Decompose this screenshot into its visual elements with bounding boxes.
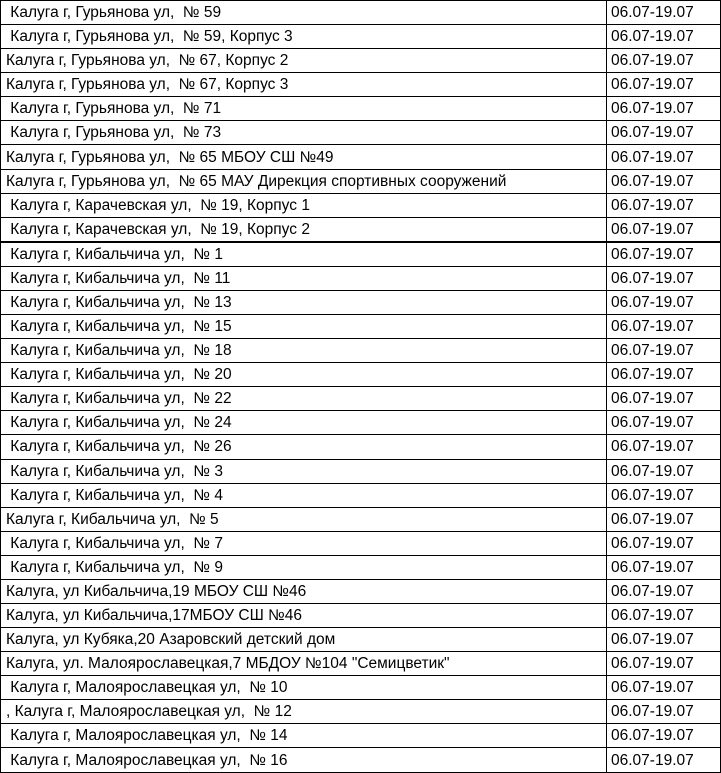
table-row <box>1 339 721 363</box>
table-row <box>1 290 721 314</box>
table-row <box>1 531 721 555</box>
table-row <box>1 555 721 579</box>
address-cell[interactable]: Калуга г, Кибальчича ул, № 18 <box>1 339 607 363</box>
table-row <box>1 579 721 603</box>
address-cell[interactable]: Калуга, ул. Малоярославецкая,7 МБДОУ №104 "Семицветик" <box>1 652 607 676</box>
period-cell[interactable]: 06.07-19.07 <box>607 363 721 387</box>
table-row <box>1 507 721 531</box>
address-cell[interactable]: Калуга г, Гурьянова ул, № 65 МАУ Дирекция спортивных сооружений <box>1 169 607 193</box>
table-row <box>1 483 721 507</box>
table-row <box>1 242 721 267</box>
period-cell[interactable]: 06.07-19.07 <box>607 700 721 724</box>
table-body <box>1 1 721 773</box>
period-cell[interactable]: 06.07-19.07 <box>607 169 721 193</box>
address-cell[interactable]: Калуга г, Гурьянова ул, № 71 <box>1 97 607 121</box>
address-cell[interactable]: Калуга г, Кибальчича ул, № 24 <box>1 411 607 435</box>
address-cell[interactable]: Калуга г, Малоярославецкая ул, № 16 <box>1 748 607 773</box>
period-cell[interactable]: 06.07-19.07 <box>607 459 721 483</box>
address-cell[interactable]: Калуга г, Малоярославецкая ул, № 10 <box>1 676 607 700</box>
table-row <box>1 748 721 773</box>
table-row <box>1 1 721 25</box>
address-cell[interactable]: Калуга г, Кибальчича ул, № 26 <box>1 435 607 459</box>
table-row <box>1 145 721 169</box>
table-row <box>1 411 721 435</box>
period-cell[interactable]: 06.07-19.07 <box>607 1 721 25</box>
period-cell[interactable]: 06.07-19.07 <box>607 507 721 531</box>
period-cell[interactable]: 06.07-19.07 <box>607 435 721 459</box>
table-row <box>1 25 721 49</box>
table-row <box>1 724 721 748</box>
address-cell[interactable]: Калуга г, Гурьянова ул, № 67, Корпус 3 <box>1 73 607 97</box>
period-cell[interactable]: 06.07-19.07 <box>607 73 721 97</box>
period-cell[interactable]: 06.07-19.07 <box>607 555 721 579</box>
table-row <box>1 121 721 145</box>
period-cell[interactable]: 06.07-19.07 <box>607 49 721 73</box>
period-cell[interactable]: 06.07-19.07 <box>607 25 721 49</box>
period-cell[interactable]: 06.07-19.07 <box>607 290 721 314</box>
period-cell[interactable]: 06.07-19.07 <box>607 193 721 217</box>
period-cell[interactable]: 06.07-19.07 <box>607 387 721 411</box>
address-cell[interactable]: Калуга г, Кибальчича ул, № 9 <box>1 555 607 579</box>
table-row <box>1 97 721 121</box>
table-row <box>1 603 721 627</box>
table-row <box>1 628 721 652</box>
table-row <box>1 700 721 724</box>
address-cell[interactable]: Калуга, ул Кибальчича,19 МБОУ СШ №46 <box>1 579 607 603</box>
address-cell[interactable]: Калуга г, Кибальчича ул, № 1 <box>1 242 607 267</box>
period-cell[interactable]: 06.07-19.07 <box>607 242 721 267</box>
table-row <box>1 266 721 290</box>
period-cell[interactable]: 06.07-19.07 <box>607 145 721 169</box>
address-cell[interactable]: Калуга г, Гурьянова ул, № 67, Корпус 2 <box>1 49 607 73</box>
address-cell[interactable]: Калуга г, Кибальчича ул, № 11 <box>1 266 607 290</box>
period-cell[interactable]: 06.07-19.07 <box>607 121 721 145</box>
address-cell[interactable]: Калуга г, Кибальчича ул, № 13 <box>1 290 607 314</box>
period-cell[interactable]: 06.07-19.07 <box>607 339 721 363</box>
address-cell[interactable]: Калуга г, Кибальчича ул, № 3 <box>1 459 607 483</box>
period-cell[interactable]: 06.07-19.07 <box>607 217 721 242</box>
table-row <box>1 676 721 700</box>
address-cell[interactable]: Калуга г, Гурьянова ул, № 65 МБОУ СШ №49 <box>1 145 607 169</box>
table-row <box>1 193 721 217</box>
period-cell[interactable]: 06.07-19.07 <box>607 411 721 435</box>
address-cell[interactable]: Калуга г, Гурьянова ул, № 59, Корпус 3 <box>1 25 607 49</box>
period-cell[interactable]: 06.07-19.07 <box>607 315 721 339</box>
table-row <box>1 73 721 97</box>
address-cell[interactable]: Калуга г, Гурьянова ул, № 59 <box>1 1 607 25</box>
period-cell[interactable]: 06.07-19.07 <box>607 676 721 700</box>
address-cell[interactable]: Калуга г, Кибальчича ул, № 20 <box>1 363 607 387</box>
period-cell[interactable]: 06.07-19.07 <box>607 531 721 555</box>
table-row <box>1 459 721 483</box>
address-cell[interactable]: Калуга г, Кибальчича ул, № 5 <box>1 507 607 531</box>
table-row <box>1 169 721 193</box>
address-cell[interactable]: Калуга г, Карачевская ул, № 19, Корпус 2 <box>1 217 607 242</box>
table-row <box>1 49 721 73</box>
address-cell[interactable]: Калуга, ул Кубяка,20 Азаровский детский дом <box>1 628 607 652</box>
table-row <box>1 315 721 339</box>
period-cell[interactable]: 06.07-19.07 <box>607 652 721 676</box>
period-cell[interactable]: 06.07-19.07 <box>607 483 721 507</box>
period-cell[interactable]: 06.07-19.07 <box>607 603 721 627</box>
address-cell[interactable]: , Калуга г, Малоярославецкая ул, № 12 <box>1 700 607 724</box>
address-cell[interactable]: Калуга г, Кибальчича ул, № 7 <box>1 531 607 555</box>
address-cell[interactable]: Калуга г, Гурьянова ул, № 73 <box>1 121 607 145</box>
table-row <box>1 652 721 676</box>
address-cell[interactable]: Калуга г, Карачевская ул, № 19, Корпус 1 <box>1 193 607 217</box>
period-cell[interactable]: 06.07-19.07 <box>607 97 721 121</box>
address-cell[interactable]: Калуга г, Кибальчича ул, № 22 <box>1 387 607 411</box>
table-row <box>1 217 721 242</box>
address-cell[interactable]: Калуга, ул Кибальчича,17МБОУ СШ №46 <box>1 603 607 627</box>
period-cell[interactable]: 06.07-19.07 <box>607 748 721 773</box>
period-cell[interactable]: 06.07-19.07 <box>607 724 721 748</box>
address-cell[interactable]: Калуга г, Кибальчича ул, № 15 <box>1 315 607 339</box>
table-row <box>1 435 721 459</box>
table-row <box>1 363 721 387</box>
period-cell[interactable]: 06.07-19.07 <box>607 266 721 290</box>
address-cell[interactable]: Калуга г, Кибальчича ул, № 4 <box>1 483 607 507</box>
period-cell[interactable]: 06.07-19.07 <box>607 628 721 652</box>
period-cell[interactable]: 06.07-19.07 <box>607 579 721 603</box>
address-cell[interactable]: Калуга г, Малоярославецкая ул, № 14 <box>1 724 607 748</box>
table-row <box>1 387 721 411</box>
